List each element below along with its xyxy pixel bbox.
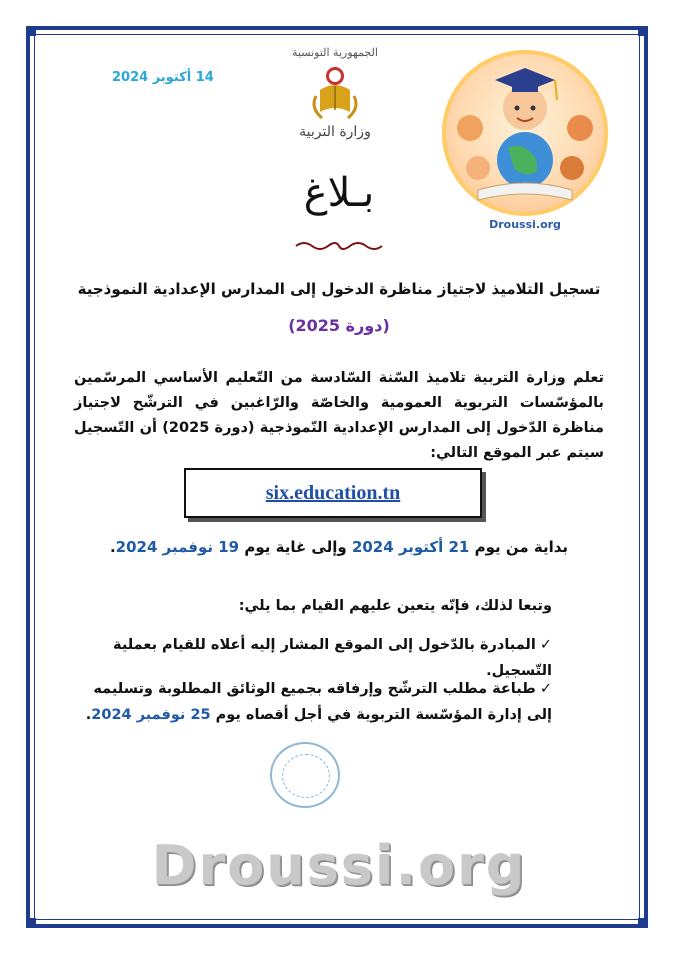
instruction-item [72, 676, 552, 728]
border-corner [638, 26, 648, 36]
instructions-intro: وتبعا لذلك، فإنّه يتعين عليهم القيام بما يلي: [238, 598, 552, 614]
instruction-deadline-date: 25 نوفمبر 2024 [91, 707, 211, 723]
stamp-inner-ring [282, 754, 330, 798]
instruction-text: طباعة مطلب الترشّح وإرفاقه بجميع الوثائق المطلوبة وتسليمه إلى إدارة المؤسّسة التربوية في أجل أقصاه يوم [93, 681, 552, 723]
period-prefix: بداية من يوم [469, 538, 569, 556]
period-suffix: . [109, 538, 116, 556]
registration-period [0, 538, 678, 556]
period-middle: وإلى غاية يوم [239, 538, 352, 556]
period-start-date: 21 أكتوبر 2024 [351, 538, 470, 556]
announcement-subtitle: تسجيل التلاميذ لاجتياز مناظرة الدخول إلى المدارس الإعدادية النموذجية [77, 280, 601, 298]
announcement-paragraph: تعلم وزارة التربية تلاميذ السّنة السّادسة من التّعليم الأساسي المرسّمين بالمؤسّسات التربوية العمومية والخاصّة والرّاغبين في الترشّح لاجتياز مناظرة الدّخول إلى المدارس الإعدادية النّموذجية (دورة 2025) أن التّسجيل سيتم عبر الموقع التالي: [74, 370, 604, 461]
ornament-icon [294, 240, 384, 252]
website-box [184, 468, 482, 518]
border-corner [26, 26, 36, 36]
title-ornament [0, 240, 678, 255]
republic-label: الجمهورية التونسية [292, 46, 378, 59]
period-end-date: 19 نوفمبر 2024 [115, 538, 240, 556]
border-corner [638, 918, 648, 928]
ministry-emblem [292, 46, 378, 146]
page-title: بـلاغ [303, 170, 375, 216]
border-corner [26, 918, 36, 928]
checkmark-icon: ✓ [539, 681, 552, 697]
instruction-text: المبادرة بالدّخول إلى الموقع المشار إليه أعلاه للقيام بعملية التّسجيل. [113, 637, 552, 679]
ministry-label: وزارة التربية [299, 124, 371, 140]
ministry-emblem-icon [292, 56, 378, 126]
instruction-suffix: . [85, 707, 92, 723]
session-label: (دورة 2025) [288, 316, 390, 335]
announcement-date: 14 أكتوبر 2024 [112, 70, 214, 85]
logo-caption: Droussi.org [489, 218, 561, 231]
official-stamp [270, 742, 340, 808]
checkmark-icon: ✓ [539, 637, 552, 653]
watermark: Droussi.org [151, 834, 527, 897]
website-link[interactable]: six.education.tn [265, 481, 401, 504]
